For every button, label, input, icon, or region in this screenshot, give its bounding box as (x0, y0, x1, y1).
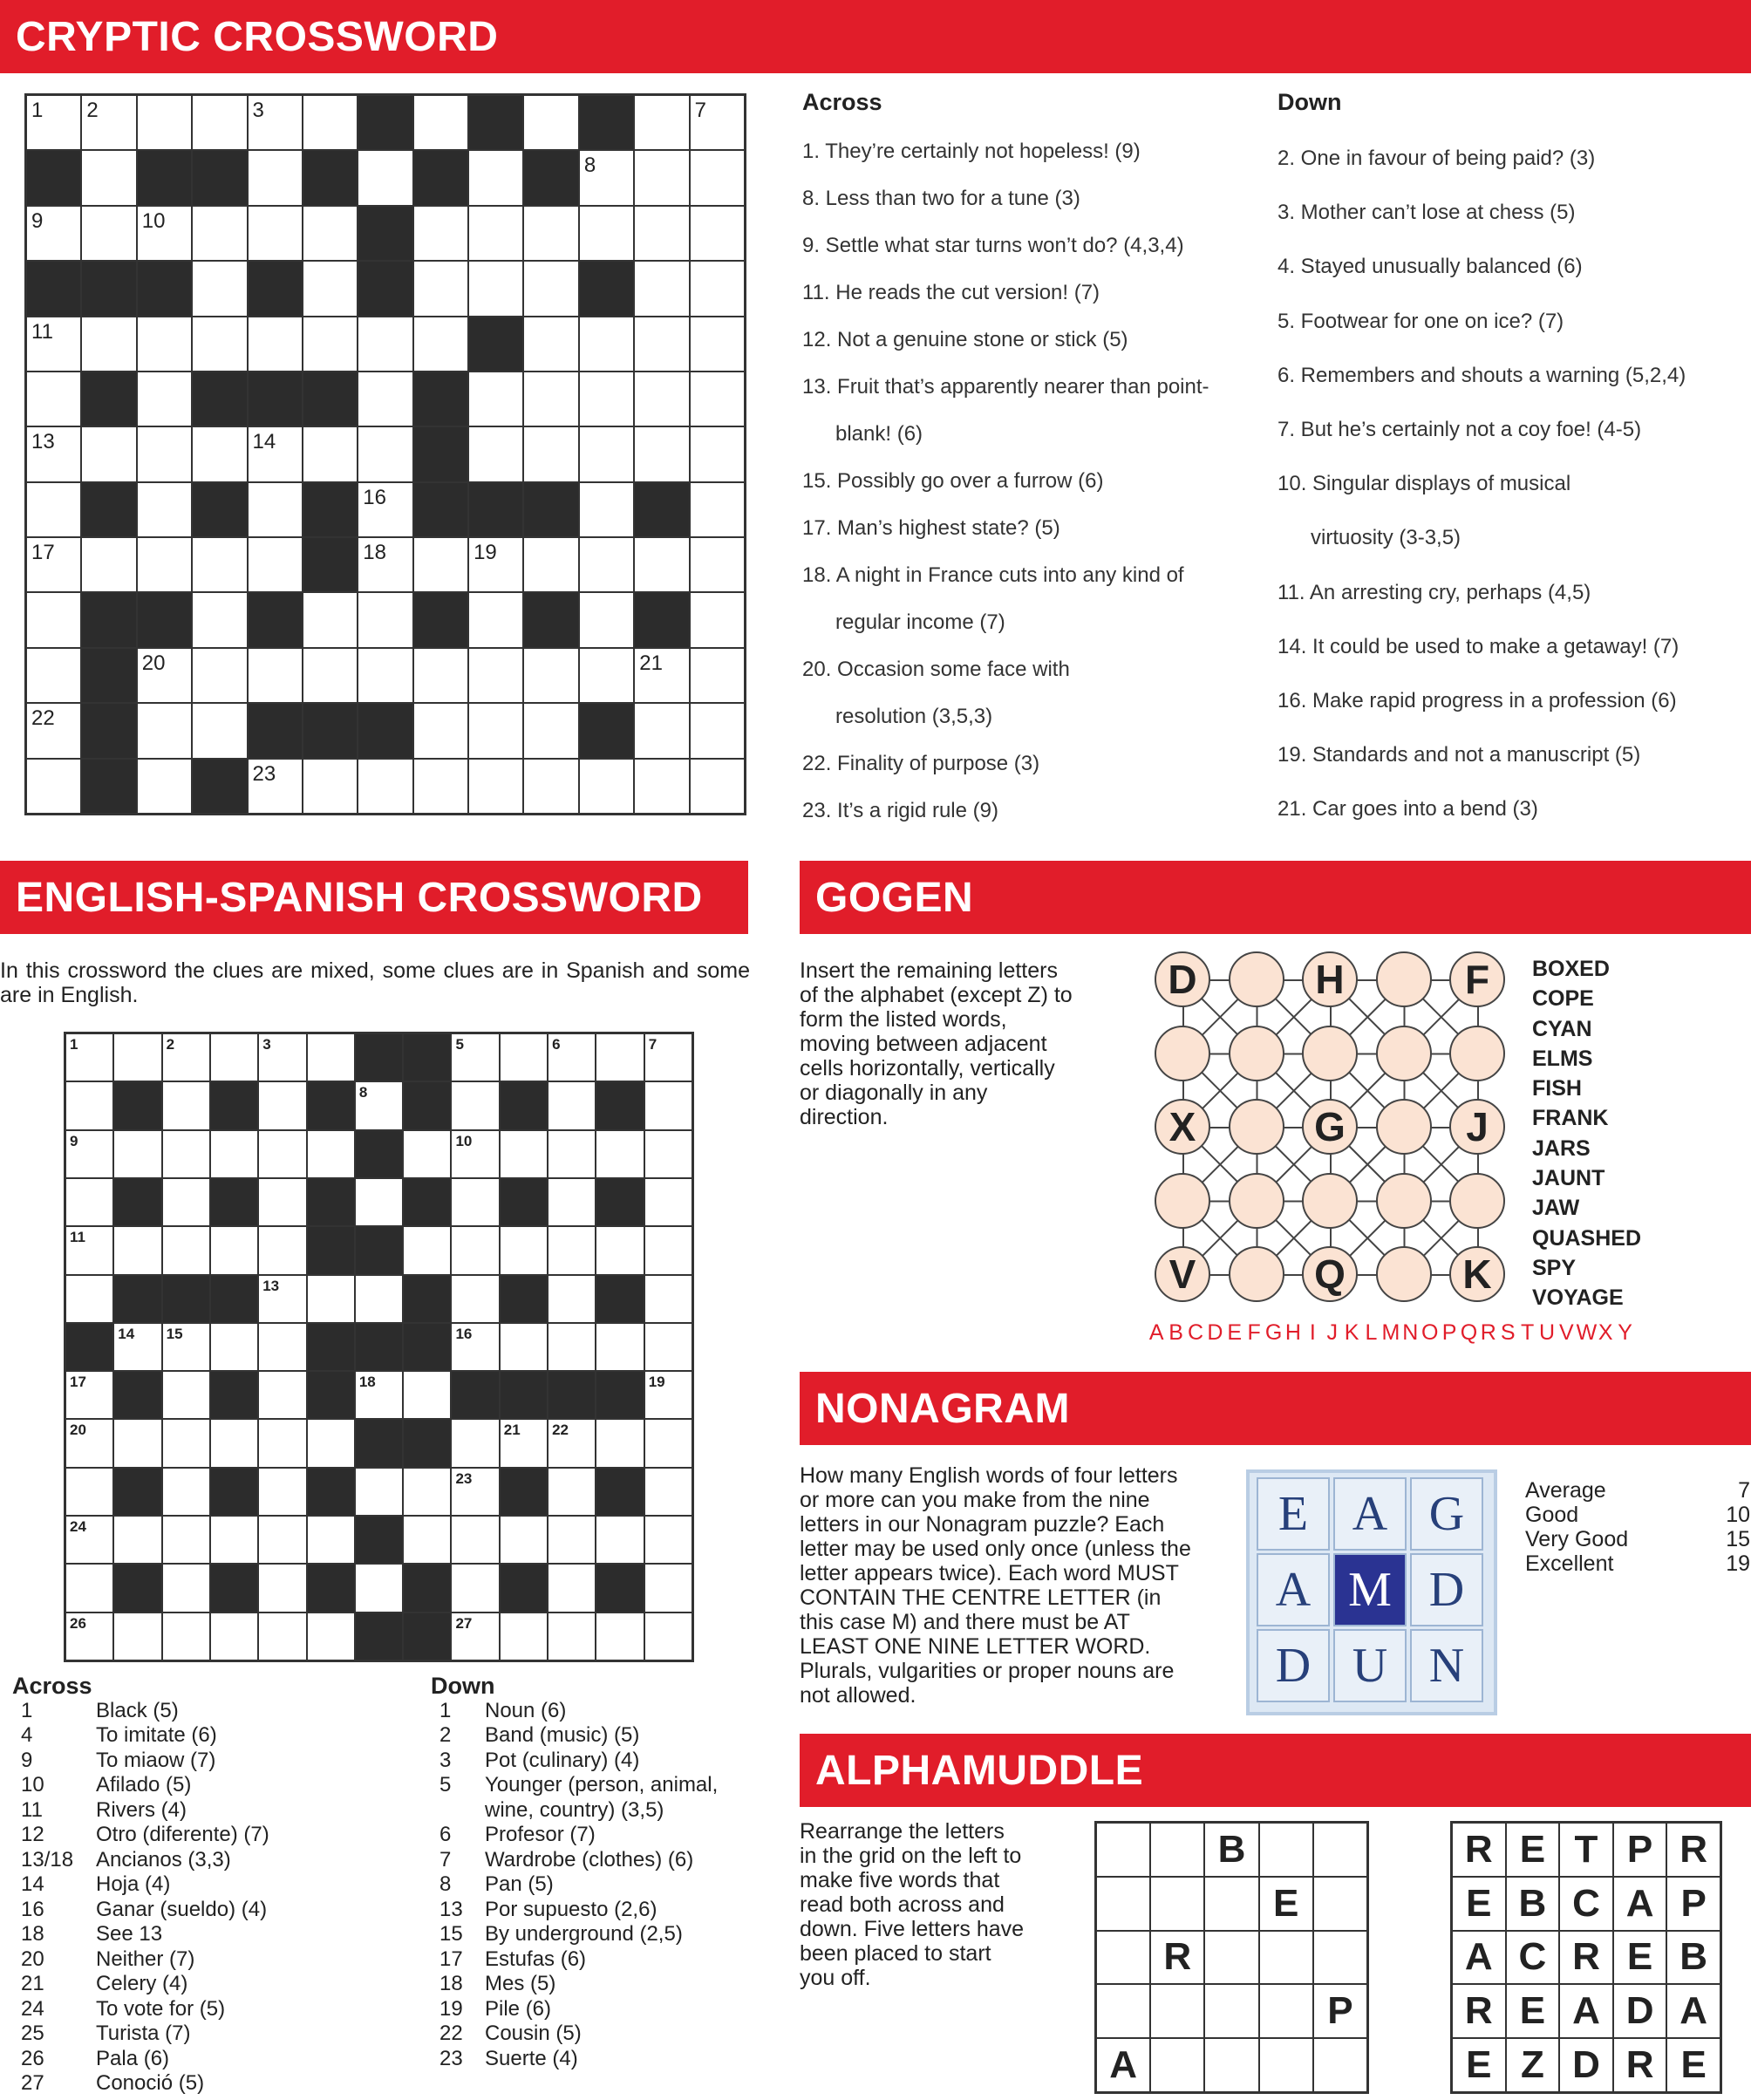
gogen-cell[interactable] (1229, 1099, 1284, 1155)
alphamuddle-intro: Rearrange the letters in the grid on the left to make five words that read both across and down. Five letters have been placed to start you off. (800, 1819, 1025, 1990)
clue-number: 13 (262, 1277, 280, 1294)
clue-number: 13 (31, 430, 55, 454)
clue-number: 1 (21, 1698, 33, 1722)
clue-text: Wardrobe (clothes) (6) (485, 1847, 694, 1872)
gogen-cell[interactable]: J (1449, 1099, 1505, 1155)
gogen-cell[interactable] (1449, 1173, 1505, 1229)
alphamuddle-cell[interactable] (1313, 1931, 1367, 1985)
spanish-down-heading: Down (431, 1673, 495, 1699)
alphamuddle-cell[interactable] (1204, 1984, 1258, 2038)
alphamuddle-cell[interactable]: E (1613, 1931, 1667, 1985)
alphamuddle-cell[interactable]: A (1452, 1931, 1506, 1985)
gogen-letter: D (1207, 1320, 1223, 1345)
score-value: 19 (1726, 1551, 1750, 1576)
alphamuddle-cell[interactable]: B (1506, 1877, 1560, 1931)
gogen-letter: L (1365, 1320, 1378, 1345)
gogen-word: SPY (1532, 1255, 1577, 1280)
gogen-word-list (1532, 954, 1641, 1313)
clue-number: 1 (70, 1036, 78, 1053)
gogen-word: BOXED (1532, 957, 1610, 981)
down-clue: 14. It could be used to make a getaway! (7) (1277, 634, 1679, 658)
clue-number: 11 (70, 1229, 85, 1246)
alphamuddle-cell[interactable] (1096, 1931, 1150, 1985)
clue-number: 3 (252, 99, 264, 122)
across-clue: resolution (3,5,3) (835, 705, 993, 728)
alphamuddle-cell[interactable]: R (1452, 1823, 1506, 1877)
across-clue: 12. Not a genuine stone or stick (5) (802, 328, 1128, 351)
alphamuddle-cell[interactable]: R (1150, 1931, 1204, 1985)
alphamuddle-cell[interactable]: R (1559, 1931, 1613, 1985)
nonagram-letter: A (1333, 1477, 1407, 1551)
clue-text: Neither (7) (96, 1947, 195, 1971)
clue-number: 22 (552, 1422, 569, 1439)
clue-number: 5 (439, 1773, 452, 1797)
alphamuddle-cell[interactable]: Z (1506, 2038, 1560, 2092)
down-clue: 4. Stayed unusually balanced (6) (1277, 255, 1583, 279)
gogen-title: GOGEN (815, 874, 974, 921)
down-clue: 21. Car goes into a bend (3) (1277, 797, 1538, 822)
gogen-cell[interactable]: X (1155, 1099, 1210, 1155)
clue-text: Mes (5) (485, 1972, 556, 1995)
clue-number: 9 (31, 208, 44, 233)
across-clue: 13. Fruit that’s apparently nearer than point- (802, 375, 1209, 399)
across-clue: blank! (6) (835, 422, 923, 446)
alphamuddle-cell[interactable] (1096, 1823, 1150, 1877)
clue-number: 21 (503, 1422, 521, 1439)
alphamuddle-left-grid (1094, 1821, 1369, 2094)
clue-number: 8 (439, 1872, 452, 1896)
gogen-letter: F (1247, 1320, 1261, 1345)
nonagram-letter: N (1410, 1629, 1483, 1702)
gogen-cell[interactable] (1449, 1026, 1505, 1081)
clue-text: Otro (diferente) (7) (96, 1823, 269, 1846)
clue-number: 14 (118, 1325, 135, 1342)
clue-number: 1 (31, 99, 44, 122)
gogen-letter: R (1480, 1320, 1496, 1345)
down-clue: 2. One in favour of being paid? (3) (1277, 147, 1596, 170)
across-clue: 17. Man’s highest state? (5) (802, 516, 1060, 540)
clue-number: 24 (21, 1996, 44, 2021)
alphamuddle-cell[interactable]: R (1666, 1823, 1720, 1877)
clue-number: 24 (70, 1518, 86, 1536)
clue-text: To miaow (7) (96, 1748, 216, 1772)
gogen-intro: Insert the remaining letters of the alphabet (except Z) to form the listed words, moving between adjacent cells horizontally, vertically or diagonally in any direction. (800, 958, 1073, 1129)
alphamuddle-cell[interactable]: C (1506, 1931, 1560, 1985)
clue-number: 11 (21, 1797, 43, 1822)
gogen-word: COPE (1532, 986, 1594, 1012)
clue-number: 15 (166, 1325, 183, 1342)
clue-number: 16 (21, 1897, 44, 1921)
clue-number: 7 (439, 1847, 452, 1872)
gogen-alphabet (1147, 1320, 1635, 1346)
gogen-word: FISH (1532, 1076, 1582, 1101)
gogen-cell[interactable]: K (1449, 1246, 1505, 1302)
across-clue: regular income (7) (835, 610, 1005, 634)
alphamuddle-cell[interactable] (1096, 1877, 1150, 1931)
across-clue: 18. A night in France cuts into any kind of (802, 563, 1184, 587)
clue-number: 27 (455, 1614, 473, 1632)
gogen-word: ELMS (1532, 1046, 1593, 1071)
alphamuddle-right-grid (1450, 1821, 1722, 2094)
clue-text: Turista (7) (96, 2022, 191, 2045)
nonagram-letter: U (1333, 1629, 1407, 1702)
gogen-word: VOYAGE (1532, 1285, 1624, 1311)
alphamuddle-cell[interactable]: E (1506, 1984, 1560, 2038)
alphamuddle-cell[interactable] (1259, 1823, 1313, 1877)
clue-text: Rivers (4) (96, 1797, 187, 1822)
clue-number: 18 (439, 1972, 463, 1995)
clue-number: 5 (455, 1036, 464, 1053)
clue-number: 22 (439, 2022, 463, 2045)
clue-number: 27 (21, 2071, 44, 2095)
gogen-letter: T (1520, 1320, 1535, 1345)
clue-text: Celery (4) (96, 1972, 188, 1995)
score-row (1525, 1503, 1750, 1527)
gogen-letter: A (1148, 1320, 1164, 1345)
gogen-word: FRANK (1532, 1106, 1609, 1131)
clue-text: Estufas (6) (485, 1947, 587, 1971)
clue-number: 13/18 (21, 1847, 74, 1872)
clue-number: 20 (141, 651, 166, 675)
gogen-cell[interactable]: G (1302, 1099, 1358, 1155)
alphamuddle-cell[interactable] (1259, 1984, 1313, 2038)
alphamuddle-cell[interactable] (1150, 1877, 1204, 1931)
gogen-letter: X (1598, 1320, 1613, 1345)
alphamuddle-title: ALPHAMUDDLE (815, 1747, 1144, 1794)
down-clue: 19. Standards and not a manuscript (5) (1277, 743, 1641, 767)
clue-number: 22 (31, 706, 55, 731)
score-value: 7 (1738, 1478, 1750, 1503)
gogen-letter: O (1421, 1320, 1439, 1345)
nonagram-letter: A (1257, 1553, 1330, 1626)
down-clue: 11. An arresting cry, perhaps (4,5) (1277, 580, 1591, 604)
gogen-cell[interactable]: F (1449, 951, 1505, 1007)
gogen-letter: B (1168, 1320, 1183, 1345)
across-clue: 15. Possibly go over a furrow (6) (802, 469, 1104, 493)
gogen-cell[interactable]: V (1155, 1246, 1210, 1302)
clue-number: 2 (166, 1036, 175, 1053)
down-clue: 16. Make rapid progress in a profession (6) (1277, 689, 1677, 713)
clue-number: 20 (70, 1422, 86, 1439)
alphamuddle-cell[interactable]: E (1259, 1877, 1313, 1931)
gogen-word: CYAN (1532, 1016, 1592, 1041)
gogen-cell[interactable] (1229, 1026, 1284, 1081)
clue-text: Profesor (7) (485, 1823, 596, 1846)
clue-text: Younger (person, animal, (485, 1773, 719, 1797)
clue-number: 3 (439, 1748, 452, 1772)
score-value: 15 (1726, 1527, 1750, 1551)
score-value: 10 (1726, 1503, 1750, 1527)
nonagram-letter: E (1257, 1477, 1330, 1551)
gogen-cell[interactable]: H (1302, 951, 1358, 1007)
cryptic-title: CRYPTIC CROSSWORD (16, 13, 499, 60)
clue-number: 6 (439, 1823, 452, 1846)
clue-number: 23 (252, 761, 276, 786)
clue-number: 2 (86, 99, 99, 122)
gogen-word: QUASHED (1532, 1225, 1642, 1251)
nonagram-grid (1246, 1469, 1497, 1715)
gogen-word: JARS (1532, 1135, 1591, 1161)
alphamuddle-cell[interactable]: A (1096, 2038, 1150, 2092)
clue-text: Pile (6) (485, 1996, 552, 2021)
gogen-letter: G (1264, 1320, 1283, 1345)
alphamuddle-cell[interactable]: D (1613, 1984, 1667, 2038)
alphamuddle-cell[interactable] (1150, 1823, 1204, 1877)
gogen-cell[interactable] (1376, 1099, 1432, 1155)
clue-number: 18 (358, 1374, 376, 1391)
clue-text: Ancianos (3,3) (96, 1847, 231, 1872)
alphamuddle-cell[interactable]: D (1559, 2038, 1613, 2092)
gogen-cell[interactable] (1229, 1246, 1284, 1302)
down-clue: 10. Singular displays of musical (1277, 472, 1571, 496)
clue-number: 16 (363, 485, 386, 509)
alphamuddle-cell[interactable]: E (1506, 1823, 1560, 1877)
clue-number: 9 (70, 1132, 78, 1149)
gogen-cell[interactable] (1155, 1026, 1210, 1081)
clue-text: Noun (6) (485, 1698, 567, 1722)
alphamuddle-cell[interactable] (1204, 1877, 1258, 1931)
score-label: Average (1525, 1478, 1606, 1503)
alphamuddle-cell[interactable] (1259, 2038, 1313, 2092)
clue-text: By underground (2,5) (485, 1922, 683, 1946)
nonagram-scores (1525, 1478, 1750, 1576)
spanish-across-heading: Across (12, 1673, 92, 1699)
alphamuddle-cell[interactable] (1313, 2038, 1367, 2092)
gogen-cell[interactable] (1155, 1173, 1210, 1229)
clue-text: Por supuesto (2,6) (485, 1897, 657, 1921)
clue-number: 21 (639, 651, 663, 675)
down-clue: 3. Mother can’t lose at chess (5) (1277, 201, 1576, 225)
gogen-cell[interactable] (1302, 1026, 1358, 1081)
clue-text: Ganar (sueldo) (4) (96, 1897, 268, 1921)
gogen-cell[interactable] (1229, 1173, 1284, 1229)
alphamuddle-cell[interactable]: B (1666, 1931, 1720, 1985)
clue-number: 19 (648, 1374, 665, 1391)
clue-text: To imitate (6) (96, 1723, 217, 1747)
clue-number: 16 (455, 1325, 473, 1342)
clue-number: 10 (455, 1132, 473, 1149)
clue-number: 12 (21, 1823, 44, 1846)
clue-number: 18 (21, 1922, 44, 1946)
clue-number: 23 (455, 1469, 473, 1487)
alphamuddle-cell[interactable] (1150, 2038, 1204, 2092)
clue-number: 17 (439, 1947, 463, 1971)
clue-number: 10 (141, 208, 166, 233)
gogen-cell[interactable]: D (1155, 951, 1210, 1007)
alphamuddle-cell[interactable] (1204, 2038, 1258, 2092)
clue-text: Cousin (5) (485, 2022, 582, 2045)
alphamuddle-cell[interactable]: A (1666, 1984, 1720, 2038)
centre-letter: M (1333, 1553, 1407, 1626)
alphamuddle-cell[interactable]: P (1666, 1877, 1720, 1931)
clue-number: 3 (262, 1036, 271, 1053)
score-label: Very Good (1525, 1527, 1629, 1551)
clue-text: Pala (6) (96, 2046, 170, 2070)
clue-number: 21 (21, 1972, 44, 1995)
gogen-letter: W (1576, 1320, 1598, 1345)
gogen-cell[interactable]: Q (1302, 1246, 1358, 1302)
across-clue: 22. Finality of purpose (3) (802, 752, 1040, 775)
clue-number: 14 (21, 1872, 44, 1896)
alphamuddle-banner (800, 1734, 1751, 1807)
alphamuddle-cell[interactable] (1096, 1984, 1150, 2038)
nonagram-letter: D (1257, 1629, 1330, 1702)
clue-number: 8 (358, 1084, 368, 1101)
gogen-cell[interactable] (1302, 1173, 1358, 1229)
clue-text: See 13 (96, 1922, 163, 1946)
nonagram-intro: How many English words of four letters or more can you make from the nine letters in our Nonagram puzzle? Each letter may be used only once (unless the letter appears twice). Each word MUST CONTAIN THE CENTRE LETTER (in this case M) and there must be AT LEAST ONE NINE LETTER WORD. Plurals, vulgarities or proper nouns are not allowed. (800, 1463, 1191, 1708)
nonagram-banner (800, 1372, 1751, 1445)
gogen-cell[interactable] (1229, 951, 1284, 1007)
gogen-letter: Q (1460, 1320, 1478, 1345)
gogen-cell[interactable] (1376, 1246, 1432, 1302)
clue-number: 18 (363, 541, 386, 565)
score-label: Good (1525, 1503, 1579, 1527)
gogen-letter: Y (1618, 1320, 1632, 1345)
score-row (1525, 1478, 1750, 1503)
clue-number: 6 (552, 1036, 561, 1053)
across-clue: 23. It’s a rigid rule (9) (802, 799, 998, 822)
gogen-letter: J (1326, 1320, 1338, 1345)
down-clue: 7. But he’s certainly not a coy foe! (4-5) (1277, 418, 1642, 442)
clue-number: 15 (439, 1922, 463, 1946)
clue-text: Band (music) (5) (485, 1723, 640, 1747)
alphamuddle-cell[interactable]: P (1313, 1984, 1367, 2038)
score-row (1525, 1527, 1750, 1551)
gogen-word: JAW (1532, 1196, 1580, 1221)
clue-text: Afilado (5) (96, 1773, 192, 1797)
across-clue: 9. Settle what star turns won’t do? (4,3,4) (802, 234, 1184, 257)
gogen-letter: H (1284, 1320, 1301, 1345)
clue-text: Pan (5) (485, 1872, 554, 1896)
gogen-letter: P (1441, 1320, 1457, 1345)
clue-text: Black (5) (96, 1698, 179, 1722)
clue-number: 9 (21, 1748, 33, 1772)
clue-text: wine, country) (3,5) (485, 1797, 664, 1822)
gogen-letter: S (1500, 1320, 1516, 1345)
clue-number: 26 (70, 1614, 86, 1632)
alphamuddle-cell[interactable] (1259, 1931, 1313, 1985)
clue-number: 26 (21, 2046, 44, 2070)
down-clue: virtuosity (3-3,5) (1311, 526, 1461, 550)
gogen-letter: E (1227, 1320, 1243, 1345)
alphamuddle-cell[interactable] (1150, 1984, 1204, 2038)
alphamuddle-cell[interactable]: R (1452, 1984, 1506, 2038)
clue-number: 17 (31, 541, 55, 565)
clue-number: 14 (252, 430, 276, 454)
gogen-letter: N (1402, 1320, 1419, 1345)
cryptic-across-heading: Across (802, 89, 882, 115)
alphamuddle-cell[interactable]: R (1613, 2038, 1667, 2092)
clue-number: 20 (21, 1947, 44, 1971)
clue-text: Suerte (4) (485, 2046, 578, 2070)
gogen-letter: V (1559, 1320, 1574, 1345)
alphamuddle-cell[interactable]: E (1666, 2038, 1720, 2092)
across-clue: 1. They’re certainly not hopeless! (9) (802, 140, 1141, 163)
gogen-letter: C (1187, 1320, 1203, 1345)
clue-number: 10 (21, 1773, 44, 1797)
clue-number: 8 (583, 153, 596, 178)
alphamuddle-cell[interactable]: C (1559, 1877, 1613, 1931)
gogen-word: JAUNT (1532, 1166, 1605, 1191)
down-clue: 6. Remembers and shouts a warning (5,2,4) (1277, 363, 1686, 387)
clue-number: 19 (474, 541, 497, 565)
alphamuddle-cell[interactable]: T (1559, 1823, 1613, 1877)
alphamuddle-cell[interactable]: B (1204, 1823, 1258, 1877)
alphamuddle-cell[interactable]: E (1452, 2038, 1506, 2092)
nonagram-letter: G (1410, 1477, 1483, 1551)
clue-text: Hoja (4) (96, 1872, 171, 1896)
alphamuddle-cell[interactable]: A (1559, 1984, 1613, 2038)
clue-number: 13 (439, 1897, 463, 1921)
nonagram-title: NONAGRAM (815, 1385, 1070, 1432)
across-clue: 20. Occasion some face with (802, 658, 1070, 681)
gogen-letter: M (1381, 1320, 1400, 1345)
clue-number: 25 (21, 2022, 44, 2045)
gogen-cell[interactable] (1376, 1173, 1432, 1229)
clue-text: Conoció (5) (96, 2071, 205, 2095)
clue-text: Pot (culinary) (4) (485, 1748, 640, 1772)
across-clue: 8. Less than two for a tune (3) (802, 187, 1080, 210)
cryptic-down-heading: Down (1277, 89, 1342, 115)
clue-number: 17 (70, 1374, 86, 1391)
gogen-cell[interactable] (1376, 1026, 1432, 1081)
alphamuddle-cell[interactable] (1313, 1877, 1367, 1931)
gogen-cell[interactable] (1376, 951, 1432, 1007)
clue-number: 1 (439, 1698, 452, 1722)
nonagram-letter: D (1410, 1553, 1483, 1626)
alphamuddle-cell[interactable]: E (1452, 1877, 1506, 1931)
score-label: Excellent (1525, 1551, 1614, 1576)
alphamuddle-cell[interactable] (1313, 1823, 1367, 1877)
score-row (1525, 1551, 1750, 1576)
clue-number: 4 (21, 1723, 33, 1747)
clue-number: 11 (31, 319, 53, 344)
spanish-intro: In this crossword the clues are mixed, some clues are in Spanish and some are in English. (0, 958, 750, 1007)
gogen-letter: I (1309, 1320, 1316, 1345)
clue-text: To vote for (5) (96, 1996, 226, 2021)
clue-number: 7 (648, 1036, 657, 1053)
down-clue: 5. Footwear for one on ice? (7) (1277, 309, 1564, 333)
gogen-letter: U (1538, 1320, 1556, 1345)
spanish-title: ENGLISH-SPANISH CROSSWORD (16, 874, 703, 921)
gogen-letter: K (1344, 1320, 1359, 1345)
across-clue: 11. He reads the cut version! (7) (802, 281, 1100, 304)
clue-number: 19 (439, 1996, 463, 2021)
clue-number: 7 (694, 99, 706, 122)
alphamuddle-cell[interactable] (1204, 1931, 1258, 1985)
clue-number: 23 (439, 2046, 463, 2070)
clue-number: 2 (439, 1723, 452, 1747)
alphamuddle-cell[interactable]: P (1613, 1823, 1667, 1877)
alphamuddle-cell[interactable]: A (1613, 1877, 1667, 1931)
